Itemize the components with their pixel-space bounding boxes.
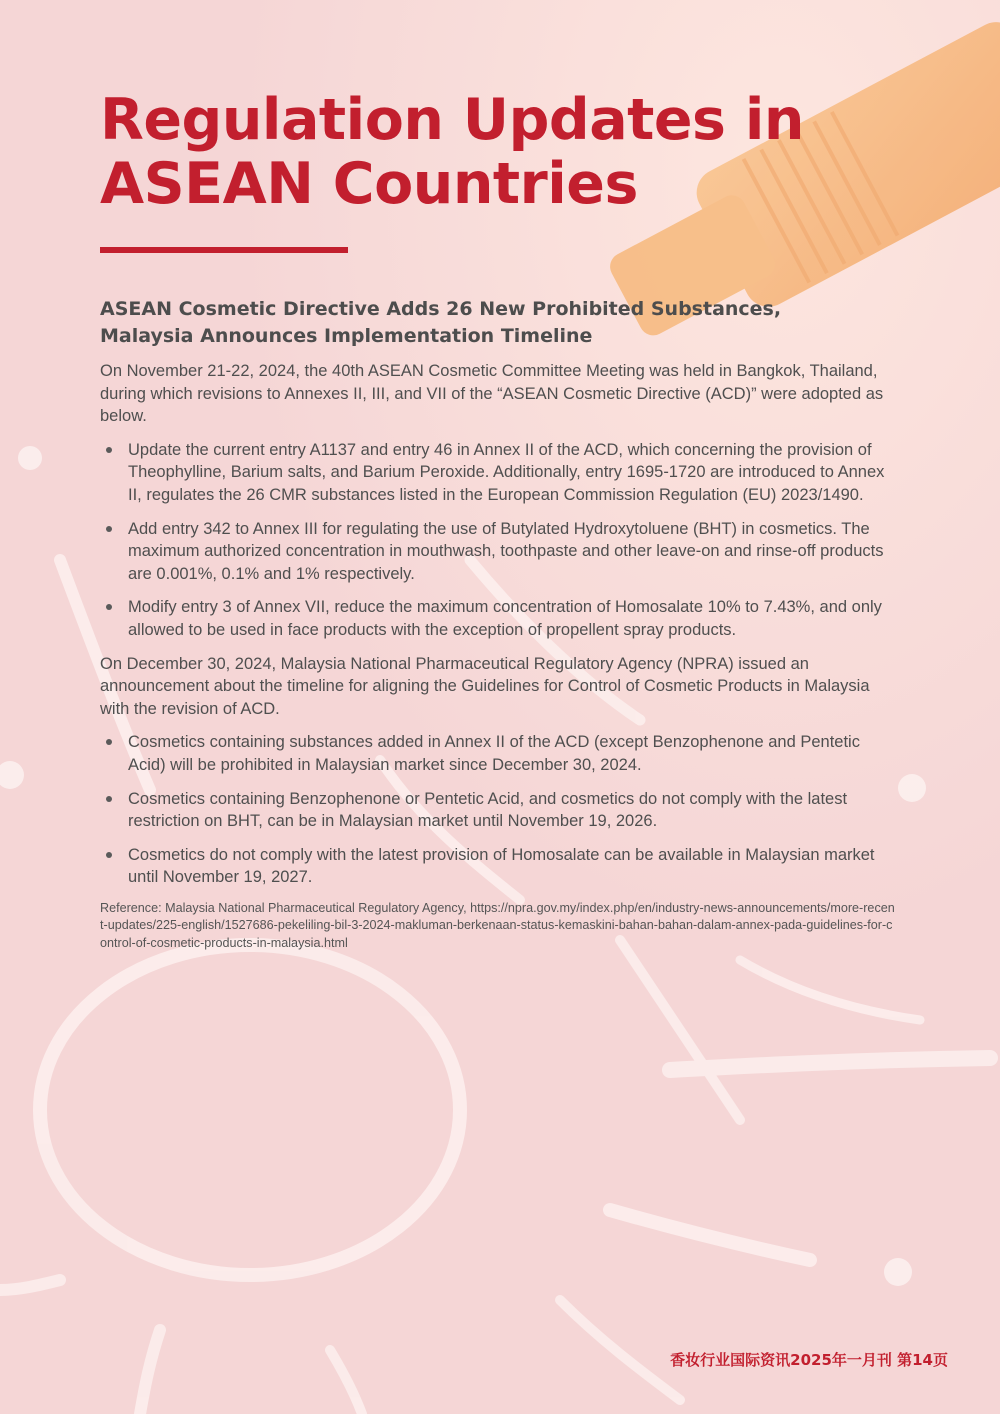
bullet-icon xyxy=(106,604,112,610)
list-item: Modify entry 3 of Annex VII, reduce the maximum concentration of Homosalate 10% to 7.43%, and only allowed to be used in face products with the exception of propellent spray products. xyxy=(100,596,895,641)
bullet-icon xyxy=(106,526,112,532)
bullet-icon xyxy=(106,447,112,453)
intro-paragraph: On November 21-22, 2024, the 40th ASEAN Cosmetic Committee Meeting was held in Bangkok, Thailand, during which revisions to Annexes II, III, and VII of the “ASEAN Cosmetic Directive (ACD)” were adopted as below. xyxy=(100,362,884,426)
article-body xyxy=(100,360,895,953)
article-subtitle: ASEAN Cosmetic Directive Adds 26 New Prohibited Substances, Malaysia Announces Implementation Timeline xyxy=(100,298,782,347)
title-underline xyxy=(100,247,348,253)
list-item: Cosmetics containing substances added in Annex II of the ACD (except Benzophenone and Pentetic Acid) will be prohibited in Malaysian market since December 30, 2024. xyxy=(100,731,895,776)
npra-paragraph: On December 30, 2024, Malaysia National Pharmaceutical Regulatory Agency (NPRA) issued an announcement about the timeline for aligning the Guidelines for Control of Cosmetic Products in Malaysia with the revision of ACD. xyxy=(100,654,870,718)
list-item: Update the current entry A1137 and entry 46 in Annex II of the ACD, which concerning the provision of Theophylline, Barium salts, and Barium Peroxide. Additionally, entry 1695-1720 are introduced to Annex II, regulates the 26 CMR substances listed in the European Commission Regulation (EU) 2023/1490. xyxy=(100,439,895,507)
bullet-icon xyxy=(106,739,112,745)
page-footer: 香妆行业国际资讯2025年一月刊 第14页 xyxy=(670,1351,948,1369)
malaysia-timeline-list xyxy=(100,731,895,889)
list-item: Cosmetics do not comply with the latest provision of Homosalate can be available in Malaysian market until November 19, 2027. xyxy=(100,844,895,889)
list-item: Add entry 342 to Annex III for regulating the use of Butylated Hydroxytoluene (BHT) in cosmetics. The maximum authorized concentration in mouthwash, toothpaste and other leave-on and rinse-off products are 0.001%, 0.1% and 1% respectively. xyxy=(100,518,895,586)
list-item: Cosmetics containing Benzophenone or Pentetic Acid, and cosmetics do not comply with the latest restriction on BHT, can be in Malaysian market until November 19, 2026. xyxy=(100,788,895,833)
page-title: Regulation Updates in ASEAN Countries xyxy=(100,87,804,217)
acd-revision-list xyxy=(100,439,895,642)
bullet-icon xyxy=(106,796,112,802)
reference-text: Reference: Malaysia National Pharmaceutical Regulatory Agency, https://npra.gov.my/index.php/en/industry-news-announcements/more-recent-updates/225-english/1527686-pekeliling-bil-3-2024-makluman-berkenaan-status-kemaskini-bahan-bahan-dalam-annex-pada-guidelines-for-control-of-cosmetic-products-in-malaysia.html xyxy=(100,900,895,951)
bullet-icon xyxy=(106,852,112,858)
